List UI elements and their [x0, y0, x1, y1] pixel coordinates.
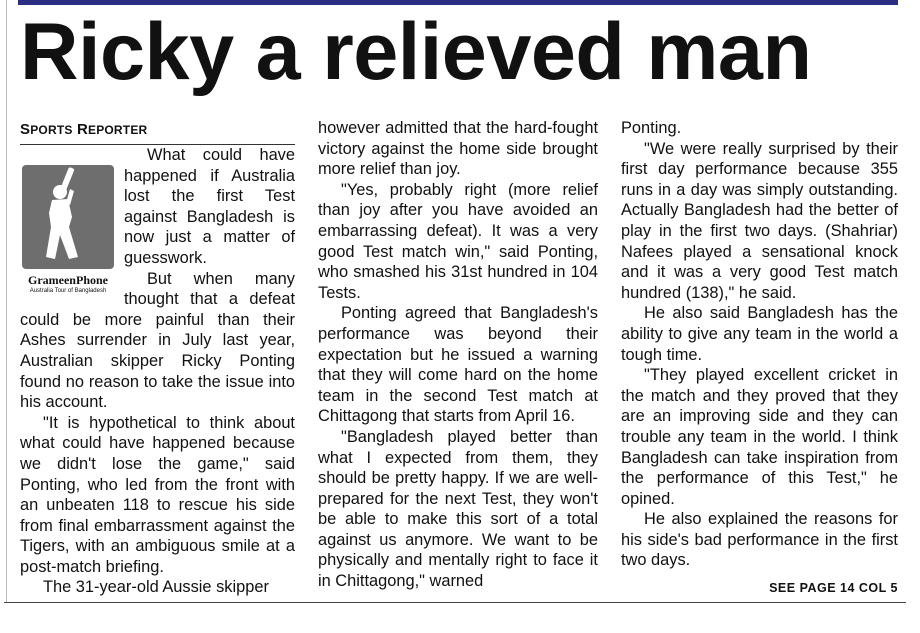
paragraph: What could have happened if Australia lost the first Test against Bangladesh is now just a matter of guesswork.	[124, 146, 295, 267]
paragraph: The 31-year-old Aussie skipper	[43, 578, 269, 597]
headline: Ricky a relieved man	[20, 7, 812, 97]
paragraph: He also said Bangladesh has the ability to give any team in the world a tough time.	[621, 304, 898, 364]
top-color-bar	[18, 0, 898, 5]
left-column-rule	[6, 0, 7, 602]
cricket-batsman-icon	[22, 165, 114, 269]
logo-subtitle: Australia Tour of Bangladesh	[29, 288, 107, 294]
logo-brand: GrameenPhone	[28, 273, 108, 287]
paragraph: But when many thought that a defeat could be more painful than their Ashes surrender in July last year, Australian skipper Ricky Ponting found no reason to take the issue into his account.	[20, 269, 295, 412]
paragraph: He also explained the reasons for his side's bad performance in the first two days.	[621, 510, 898, 570]
paragraph: however admitted that the hard-fought victory against the home side brought more relief than joy.	[318, 119, 598, 179]
paragraph: "We were really surprised by their first day performance because 355 runs in a day was simply outstanding. Actually Bangladesh had the better of play in the first two days. (Shahriar) Nafees played a sensational knock and it was a very good Test match hundred (138)," he said.	[621, 139, 898, 302]
paragraph: "They played excellent cricket in the match and they proved that they are an improving side and they can trouble any team in the world. I think Bangladesh can take inspiration from the performance of this Test," he opined.	[621, 366, 898, 508]
paragraph: "Yes, probably right (more relief than joy after you have avoided an embarrassing defeat). It was a very good Test match win," said Ponting, who smashed his 31st hundred in 104 Tests.	[318, 180, 598, 302]
paragraph: Ponting agreed that Bangladesh's performance was beyond their expectation but he issued a warning that they will come hard on the home team in the second Test match at Chittagong that starts from April 16.	[318, 304, 598, 426]
article-column-2	[318, 118, 598, 592]
article-column-1	[20, 118, 295, 598]
sponsor-logo	[20, 159, 116, 300]
paragraph: Ponting.	[621, 119, 682, 137]
paragraph: "It is hypothetical to think about what could have happened because we didn't lose the game," said Ponting, who led from the front with an unbeaten 118 to rescue his side from final embarrassment against the Tigers, with an ambiguous smile at a post-match briefing.	[20, 413, 295, 576]
byline: SPORTS REPORTER	[20, 120, 295, 145]
article-column-3	[621, 118, 898, 599]
bottom-rule	[4, 602, 906, 603]
continuation-note: SEE PAGE 14 COL 5	[769, 581, 898, 596]
paragraph: "Bangladesh played better than what I expected from them, they should be pretty happy. If we are well-prepared for the next Test, they won't be able to make this sort of a total against us anymore. We want to be physically and mentally right to face it in Chittagong," warned	[318, 427, 598, 591]
